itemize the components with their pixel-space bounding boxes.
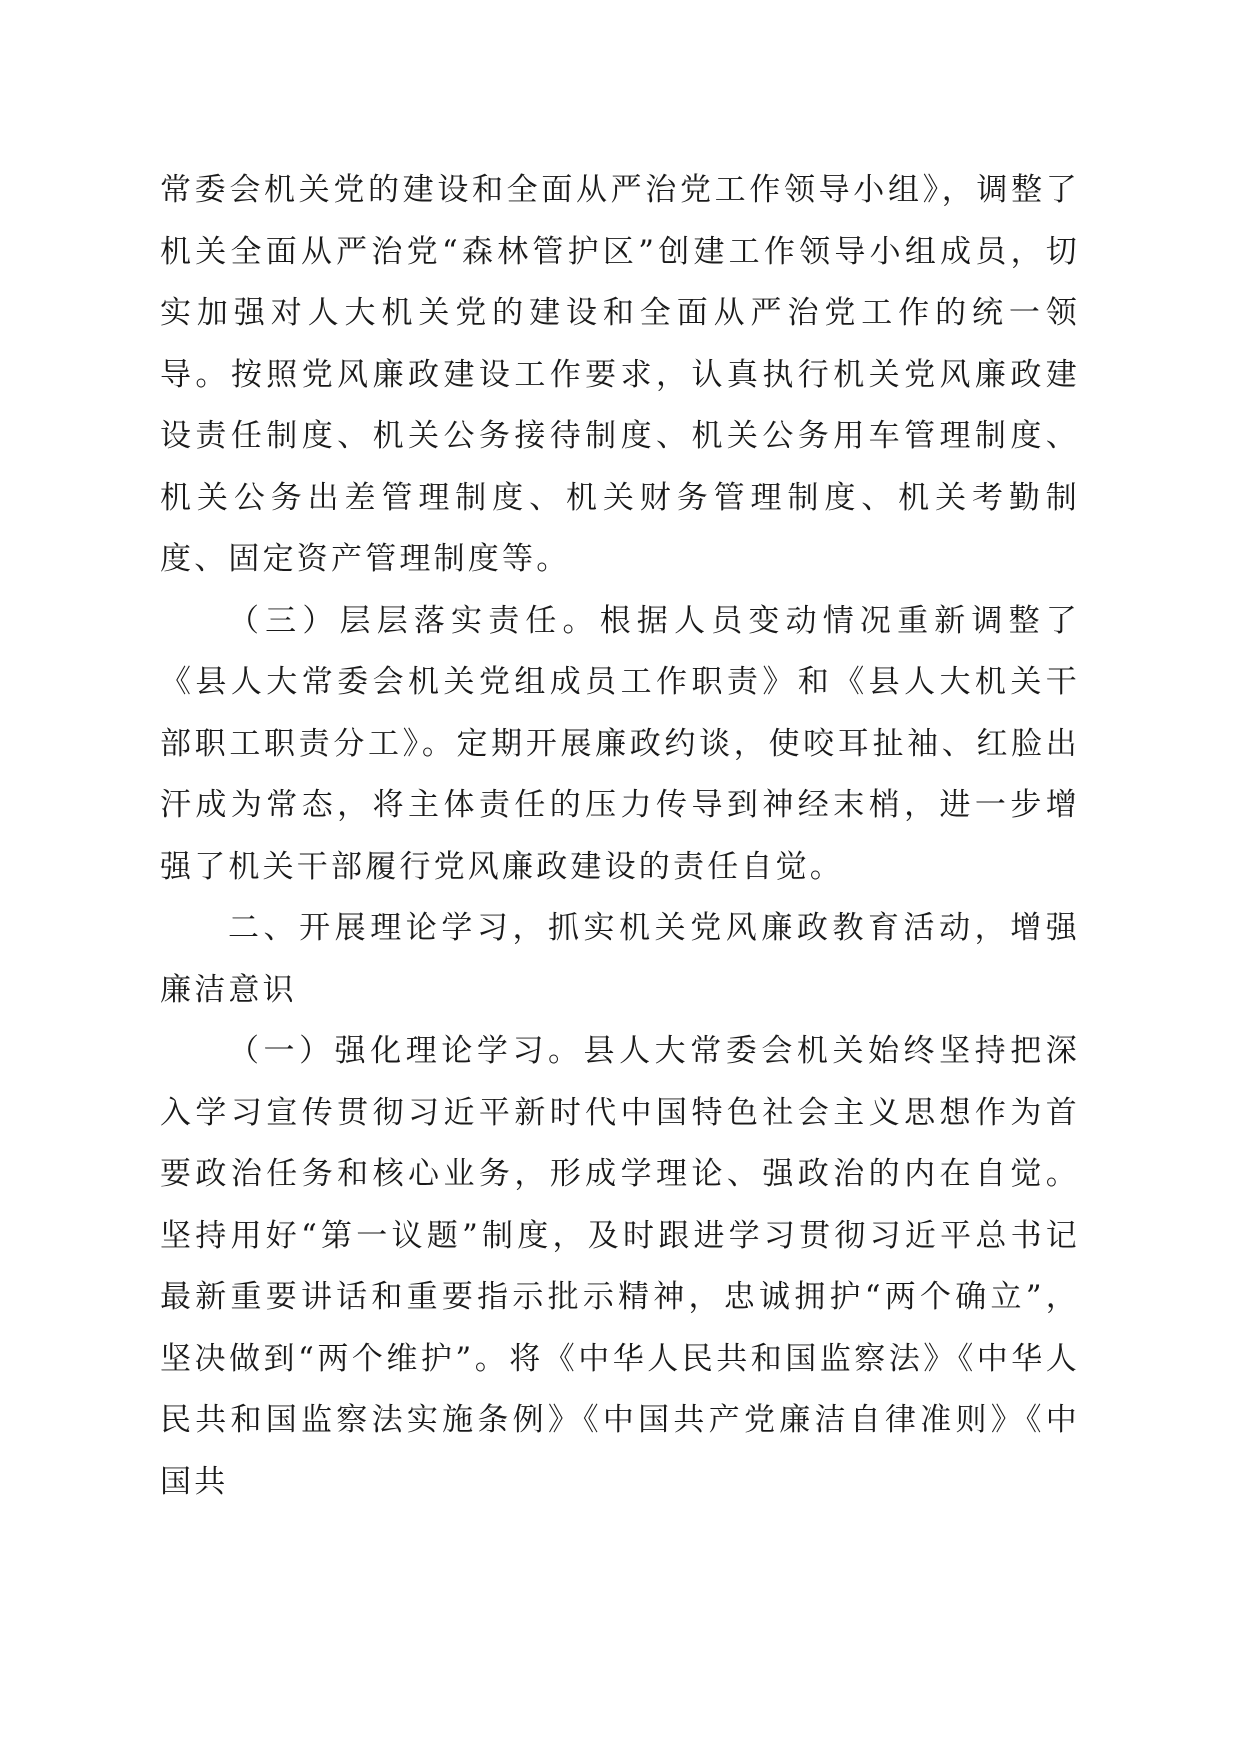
section-heading-theory-study: 二、开展理论学习，抓实机关党风廉政教育活动，增强廉洁意识 [160, 910, 1080, 1008]
document-page [160, 160, 1080, 1513]
paragraph-strengthen-theory-study: （一）强化理论学习。县人大常委会机关始终坚持把深入学习宣传贯彻习近平新时代中国特色社会主义思想作为首要政治任务和核心业务，形成学理论、强政治的内在自觉。坚持用好“第一议题”制度，及时跟进学习贯彻习近平总书记最新重要讲话和重要指示批示精神，忠诚拥护“两个确立”，坚决做到“两个维护”。将《中华人民共和国监察法》《中华人民共和国监察法实施条例》《中国共产党廉洁自律准则》《中国共 [160, 1033, 1080, 1500]
paragraph-party-building-leadership: 常委会机关党的建设和全面从严治党工作领导小组》，调整了机关全面从严治党“森林管护区”创建工作领导小组成员，切实加强对人大机关党的建设和全面从严治党工作的统一领导。按照党风廉政建设工作要求，认真执行机关党风廉政建设责任制度、机关公务接待制度、机关公务用车管理制度、机关公务出差管理制度、机关财务管理制度、机关考勤制度、固定资产管理制度等。 [160, 172, 1080, 577]
paragraph-responsibility-implementation: （三）层层落实责任。根据人员变动情况重新调整了《县人大常委会机关党组成员工作职责》和《县人大机关干部职工职责分工》。定期开展廉政约谈，使咬耳扯袖、红脸出汗成为常态，将主体责任的压力传导到神经末梢，进一步增强了机关干部履行党风廉政建设的责任自觉。 [160, 602, 1080, 885]
